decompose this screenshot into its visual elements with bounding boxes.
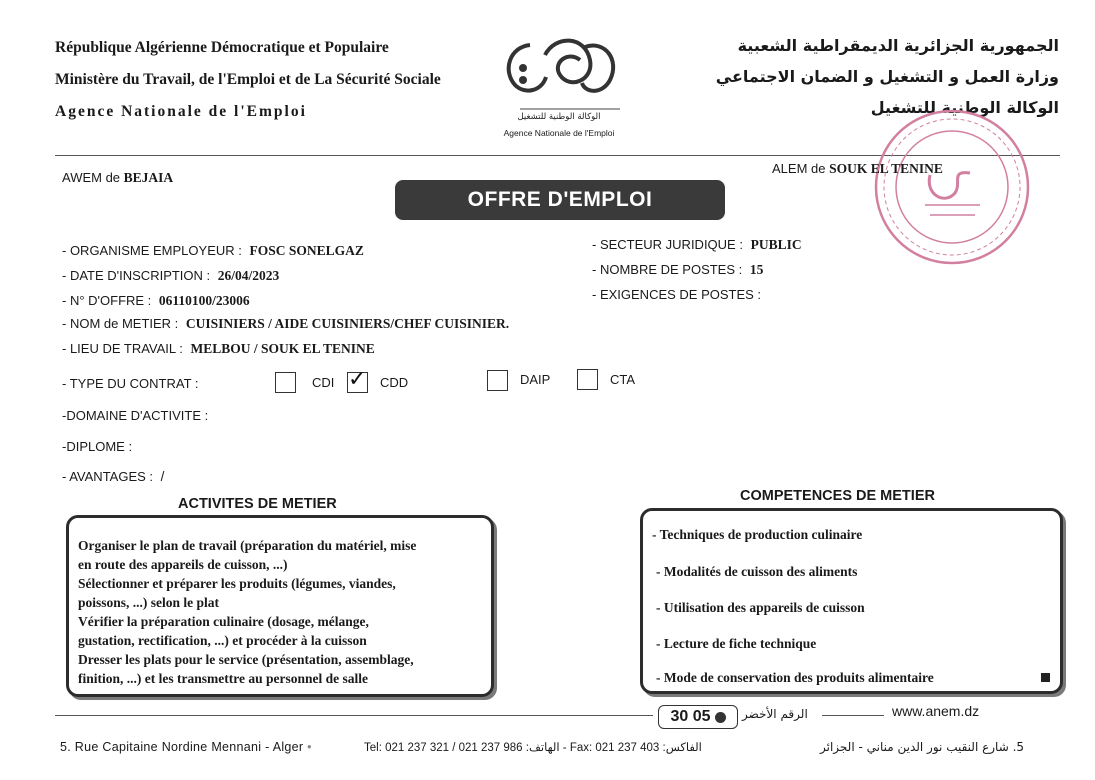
- field-diploma: [62, 439, 136, 455]
- logo-french-caption: Agence Nationale de l'Emploi: [503, 128, 615, 138]
- checkbox-daip-label: DAIP: [520, 372, 551, 387]
- bottom-divider-mid: [822, 715, 884, 716]
- checkbox-cdd[interactable]: [347, 367, 368, 393]
- field-offer-number-label: - N° D'OFFRE :: [62, 293, 152, 308]
- field-job-name: [62, 316, 509, 332]
- header-arabic-republic: الجمهورية الجزائرية الديمقراطية الشعبية: [737, 36, 1059, 55]
- header-arabic-ministry: وزارة العمل و التشغيل و الضمان الاجتماعي: [715, 67, 1059, 86]
- field-employer: [62, 243, 364, 259]
- field-date: [62, 268, 279, 284]
- field-benefits: [62, 469, 164, 484]
- field-positions-label: - NOMBRE DE POSTES :: [592, 262, 743, 277]
- field-diploma-label: -DIPLOME :: [62, 439, 133, 454]
- alem-line: [772, 161, 943, 177]
- field-requirements-label: - EXIGENCES DE POSTES :: [592, 287, 762, 302]
- field-legal-sector: [592, 237, 802, 253]
- activity-line: finition, ...) et les transmettre au personnel de salle: [78, 671, 368, 686]
- field-positions-value: 15: [749, 262, 764, 277]
- footer-address-ar: 5. شارع النقيب نور الدين مناني - الجزائر: [820, 740, 1025, 754]
- field-job-name-value: CUISINIERS / AIDE CUISINIERS/CHEF CUISINIER.: [185, 316, 510, 331]
- website-link[interactable]: www.anem.dz: [892, 703, 980, 719]
- checkbox-daip[interactable]: [487, 370, 508, 391]
- field-workplace: [62, 341, 375, 357]
- header-ministry: Ministère du Travail, de l'Emploi et de La Sécurité Sociale: [55, 71, 441, 88]
- contract-type-label: - TYPE DU CONTRAT :: [62, 376, 199, 391]
- field-date-label: - DATE D'INSCRIPTION :: [62, 268, 211, 283]
- field-legal-sector-label: - SECTEUR JURIDIQUE :: [592, 237, 743, 252]
- awem-label: AWEM de: [62, 170, 121, 185]
- green-number-label: الرقم الأخضر: [742, 707, 808, 721]
- competence-item: - Modalités de cuisson des aliments: [656, 564, 858, 579]
- field-job-name-label: - NOM de METIER :: [62, 316, 179, 331]
- footer-address-fr: 5. Rue Capitaine Nordine Mennani - Alger •: [60, 740, 312, 754]
- footer-tel-fax: Tel: 021 237 321 / 021 237 986 :الهاتف - Fax: 021 237 403 :الفاكس: [364, 742, 702, 754]
- page-title: OFFRE D'EMPLOI: [395, 180, 725, 220]
- field-workplace-value: MELBOU / SOUK EL TENINE: [190, 341, 375, 356]
- logo-arabic-caption: الوكالة الوطنية للتشغيل: [517, 112, 601, 122]
- plus-icon: [1041, 673, 1050, 682]
- anem-logo-icon: [490, 25, 628, 140]
- field-employer-label: - ORGANISME EMPLOYEUR :: [62, 243, 242, 258]
- checkbox-cta[interactable]: [577, 369, 598, 390]
- field-requirements: [592, 287, 765, 303]
- green-number-box: [658, 705, 738, 729]
- field-domain-label: -DOMAINE D'ACTIVITE :: [62, 408, 209, 423]
- competence-item: - Utilisation des appareils de cuisson: [656, 600, 865, 615]
- competences-heading: COMPETENCES DE METIER: [740, 488, 935, 504]
- checkbox-cdi-label: CDI: [312, 375, 335, 390]
- activity-line: Organiser le plan de travail (préparation du matériel, mise: [78, 538, 417, 553]
- competence-item: - Techniques de production culinaire: [652, 527, 863, 542]
- checkbox-cta-label: CTA: [610, 372, 636, 387]
- competence-item: - Lecture de fiche technique: [656, 636, 817, 651]
- footer-address: 5. Rue Capitaine Nordine Mennani - Alger: [60, 740, 304, 754]
- field-domain: [62, 408, 212, 424]
- field-offer-number: [62, 293, 250, 309]
- phone-icon: [715, 712, 726, 723]
- field-benefits-value: /: [160, 469, 165, 484]
- awem-value: BEJAIA: [123, 170, 174, 185]
- activity-line: gustation, rectification, ...) et procéder à la cuisson: [78, 633, 367, 648]
- competence-item: - Mode de conservation des produits alimentaire: [656, 670, 934, 685]
- header-french: [55, 32, 441, 128]
- activities-heading: ACTIVITES DE METIER: [178, 496, 337, 512]
- official-stamp-icon: [870, 105, 1035, 270]
- field-workplace-label: - LIEU DE TRAVAIL :: [62, 341, 183, 356]
- activity-line: Dresser les plats pour le service (présentation, assemblage,: [78, 652, 414, 667]
- checkbox-cdi[interactable]: [275, 372, 296, 393]
- activity-line: poissons, ...) selon le plat: [78, 595, 220, 610]
- alem-label: ALEM de: [772, 161, 826, 176]
- field-positions: [592, 262, 763, 278]
- field-offer-number-value: 06110100/23006: [158, 293, 250, 308]
- field-date-value: 26/04/2023: [217, 268, 280, 283]
- field-employer-value: FOSC SONELGAZ: [249, 243, 364, 258]
- checkbox-cdd-label: CDD: [380, 375, 409, 390]
- header-arabic-agency: الوكالة الوطنية للتشغيل: [870, 98, 1059, 117]
- field-legal-sector-value: PUBLIC: [750, 237, 802, 252]
- awem-line: [62, 170, 173, 186]
- field-benefits-label: - AVANTAGES :: [62, 469, 154, 484]
- bottom-divider-left: [55, 715, 653, 716]
- activities-text: [78, 536, 490, 688]
- green-number: 30 05: [670, 708, 711, 725]
- activity-line: Sélectionner et préparer les produits (légumes, viandes,: [78, 576, 396, 591]
- check-mark-icon: ✓: [348, 367, 367, 392]
- activity-line: Vérifier la préparation culinaire (dosage, mélange,: [78, 614, 369, 629]
- header-republic: République Algérienne Démocratique et Populaire: [55, 39, 389, 56]
- activity-line: en route des appareils de cuisson, ...): [78, 557, 288, 572]
- header-agency: Agence Nationale de l'Emploi: [55, 103, 307, 120]
- alem-value: SOUK EL TENINE: [829, 161, 943, 176]
